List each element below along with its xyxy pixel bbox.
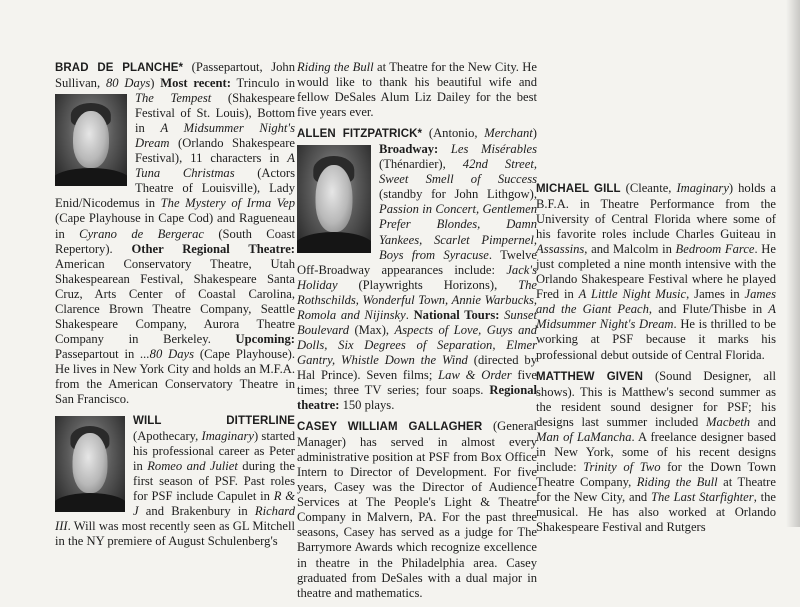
page-edge-shadow bbox=[786, 0, 800, 527]
column-3 bbox=[536, 0, 776, 541]
bio-name: MATTHEW GIVEN bbox=[536, 370, 644, 383]
bio-name: BRAD DE PLANCHE* bbox=[55, 62, 184, 74]
headshot-brad-de-planche bbox=[55, 94, 127, 186]
bio-casey-william-gallagher: CASEY WILLIAM GALLAGHER (General Manager) has served in almost every administrative position at PSF from Box Office Intern to Director of Development. For five years, Casey was the Director of Audience Services at The People's Light & Theatre Company in Malvern, PA. For the past three seasons, Casey has served as a judge for The Barrymore Awards which recognize excellence in theatre in the Philadelphia area. Casey graduated from DeSales with a dual major in theatre and mathematics. bbox=[297, 419, 537, 600]
column-2 bbox=[297, 60, 537, 607]
bio-matthew-given: MATTHEW GIVEN (Sound Designer, all shows). This is Matthew's second summer as the resident sound designer for PSF; his designs last summer included Macbeth and Man of LaMancha. A freelance designer based in New York, some of his recent designs include: Trinity of Two for the Down Town Theatre Company, Riding the Bull at Theatre for the New City, and The Last Starfighter, the musical. He has also worked at Orlando Shakespeare Festival and Rutgers bbox=[536, 368, 777, 535]
bio-name: ALLEN FITZPATRICK* bbox=[297, 128, 423, 141]
bio-name: WILL DITTERLINE bbox=[133, 415, 295, 428]
bio-name: CASEY WILLIAM GALLAGHER bbox=[297, 421, 483, 434]
column-1 bbox=[55, 60, 295, 556]
headshot-will-ditterline bbox=[55, 416, 125, 512]
bio-will-ditterline: WILL DITTERLINE (Apothecary, Imaginary) started his professional career as Peter in Romeo and Juliet during the first season of PSF. Past roles for PSF include Capulet in R & J and Brakenbury in Richard III. Will was most recently seen as GL Mitchell in the NY premiere of August Schulenberg's bbox=[55, 413, 295, 549]
bio-will-ditterline-continued: Riding the Bull at Theatre for the New City. He would like to thank his beautiful wife and fellow DeSales Alum Liz Dailey for the best five years ever. bbox=[297, 60, 537, 120]
headshot-allen-fitzpatrick bbox=[297, 145, 371, 253]
bio-michael-gill: MICHAEL GILL (Cleante, Imaginary) holds a B.F.A. in Theatre Performance from the University of Central Florida where some of his favorite roles include Charles Guiteau in Assassins, and Malcolm in Bedroom Farce. He just completed a nine month intensive with the Orlando Shakespeare Festival where he played Fred in A Little Night Music, James in James and the Giant Peach, and Flute/Thisbe in A Midsummer Night's Dream. He is thrilled to be working at PSF because it marks his professional debut outside of Central Florida. bbox=[536, 181, 777, 362]
bio-allen-fitzpatrick: ALLEN FITZPATRICK* (Antonio, Merchant) Broadway: Les Misérables (Thénardier), 42nd Street, Sweet Smell of Success (standby for John Lithgow), Passion in Concert, Gentlemen Prefer Blondes, Damn Yankees, Scarlet Pimpernel, Boys from Syracuse. Twelve Off-Broadway appearances include: Jack's Holiday (Playwrights Horizons), The Rothschilds, Wonderful Town, Annie Warbucks, Romola and Nijinsky. National Tours: Sunset Boulevard (Max), Aspects of Love, Guys and Dolls, Six Degrees of Separation, Elmer Gantry, Whistle Down the Wind (directed by Hal Prince). Seven films; Law & Order five times; three TV series; four soaps. Regional theatre: 150 plays. bbox=[297, 126, 537, 413]
bio-brad-de-planche: BRAD DE PLANCHE* (Passepartout, John Sullivan, 80 Days) Most recent: Trinculo in The Tempest (Shakespeare Festival of St. Louis), Bottom in A Midsummer Night's Dream (Orlando Shakespeare Festival), 11 characters in A Tuna Christmas (Actors Theatre of Louisville), Lady Enid/Nicodemus in The Mystery of Irma Vep (Cape Playhouse in Cape Cod) and Ragueneau in Cyrano de Bergerac (South Coast Repertory). Other Regional Theatre: American Conservatory Theatre, Utah Shakespearean Festival, Shakespeare Santa Cruz, Arts Center of Coastal Carolina, Clarence Brown Theatre Company, Seattle Shakespeare Company, Aurora Theatre Company in Berkeley. Upcoming: Passepartout in ...80 Days (Cape Playhouse). He lives in New York City and holds an M.F.A. from the American Conservatory Theatre in San Francisco. bbox=[55, 60, 295, 407]
bio-name: MICHAEL GILL bbox=[536, 183, 621, 195]
